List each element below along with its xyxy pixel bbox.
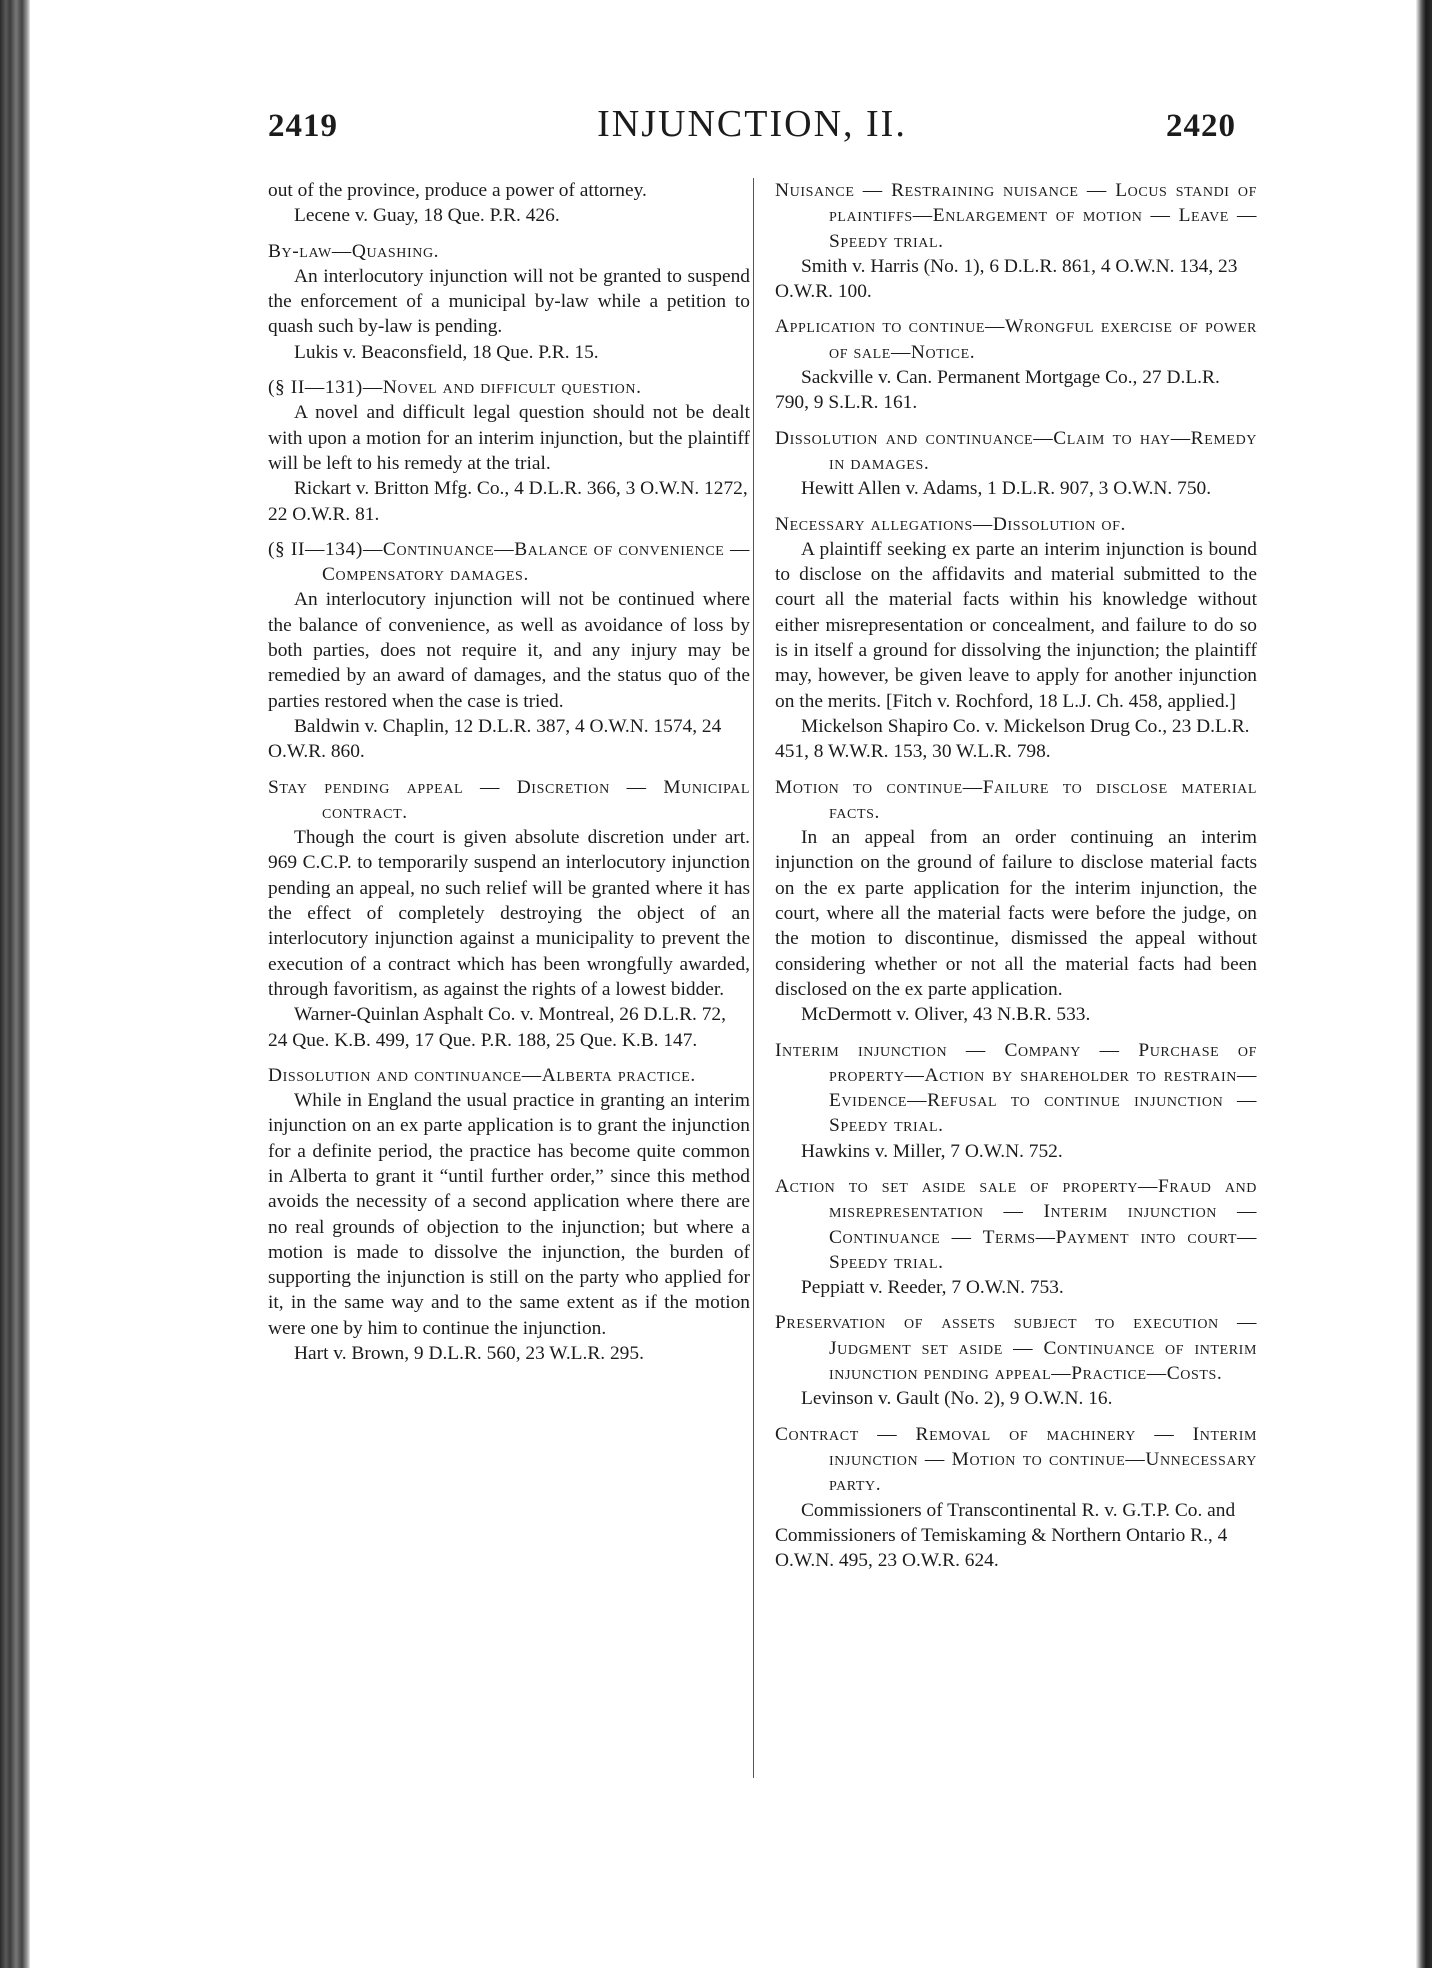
column-divider — [753, 178, 754, 1778]
paragraph: An interlocutory injunction will not be granted to suspend the enforcement of a municipal by-law while a petition to quash such by-law is pending. — [268, 265, 750, 338]
case-citation: Baldwin v. Chaplin, 12 D.L.R. 387, 4 O.W.N. 1574, 24 O.W.R. 860. — [268, 715, 722, 763]
case-citation: Warner-Quinlan Asphalt Co. v. Montreal, 26 D.L.R. 72, 24 Que. K.B. 499, 17 Que. P.R. 188, 25 Que. K.B. 147. — [268, 1004, 726, 1051]
section-heading: Dissolution and continuance—Claim to hay—Remedy in damages. — [775, 427, 1257, 474]
section-heading: Application to continue—Wrongful exercise of power of sale—Notice. — [775, 316, 1257, 363]
book-spine-left — [0, 0, 30, 1968]
section-heading: Nuisance — Restraining nuisance — Locus standi of plaintiffs—Enlargement of motion — Leave — Speedy trial. — [775, 180, 1257, 252]
case-citation: McDermott v. Oliver, 43 N.B.R. 533. — [801, 1004, 1091, 1026]
section-heading: Contract — Removal of machinery — Interim injunction — Motion to continue—Unnecessary party. — [775, 1423, 1257, 1496]
section-heading: Necessary allegations—Dissolution of. — [775, 513, 1126, 535]
paragraph: An interlocutory injunction will not be continued where the balance of convenience, as well as avoidance of loss by both parties, does not require it, and any injury may be remedied by an award of damages, and the status quo of the parties restored when the case is tried. — [268, 589, 750, 712]
book-spine-right — [1416, 0, 1432, 1968]
case-citation: Lecene v. Guay, 18 Que. P.R. 426. — [294, 205, 560, 227]
case-citation: Sackville v. Can. Permanent Mortgage Co., 27 D.L.R. 790, 9 S.L.R. 161. — [775, 367, 1220, 414]
running-title: INJUNCTION, II. — [597, 103, 907, 145]
paragraph: A novel and difficult legal question should not be dealt with upon a motion for an interim injunction, but the plaintiff will be left to his remedy at the trial. — [268, 402, 750, 474]
section-heading: By-law—Quashing. — [268, 240, 440, 262]
section-heading: Dissolution and continuance—Alberta practice. — [268, 1064, 696, 1086]
case-citation: Hart v. Brown, 9 D.L.R. 560, 23 W.L.R. 295. — [294, 1343, 644, 1365]
section-heading: Preservation of assets subject to execution — Judgment set aside — Continuance of interim injunction pending appeal—Practice—Costs. — [775, 1312, 1257, 1385]
right-column — [775, 178, 1257, 1577]
section-heading: (§ II—131)—Novel and difficult question. — [268, 377, 642, 399]
paragraph: While in England the usual practice in granting an interim injunction on an ex parte application is to grant the injunction for a definite period, the practice has become quite common in Alberta to grant it “until further order,” since this method avoids the necessity of a second application where there are no real grounds of objection to the injunction; but where a motion is made to dissolve the injunction, the burden of supporting the injunction is still on the party who applied for it, in the same way and to the same extent as if the motion were one by him to continue the injunction. — [268, 1090, 750, 1339]
paragraph: A plaintiff seeking ex parte an interim injunction is bound to disclose on the affidavits and material submitted to the court all the material facts within his knowledge without either misrepresentation or concealment, and failure to do so is in itself a ground for dissolving the injunction; the plaintiff may, however, be given leave to apply for another injunction on the merits. [Fitch v. Rochford, 18 L.J. Ch. 458, applied.] — [775, 538, 1257, 712]
section-heading: Stay pending appeal — Discretion — Municipal contract. — [268, 776, 750, 823]
case-citation: Peppiatt v. Reeder, 7 O.W.N. 753. — [801, 1277, 1064, 1299]
left-column — [268, 178, 750, 1370]
continued-text: out of the province, produce a power of attorney. — [268, 180, 647, 201]
case-citation: Mickelson Shapiro Co. v. Mickelson Drug Co., 23 D.L.R. 451, 8 W.W.R. 153, 30 W.L.R. 798. — [775, 715, 1250, 763]
section-heading: (§ II—134)—Continuance—Balance of convenience — Compensatory damages. — [268, 538, 750, 586]
left-page-number: 2419 — [268, 108, 338, 144]
paragraph: In an appeal from an order continuing an interim injunction on the ground of failure to disclose material facts on the ex parte application for the interim injunction, the court, where all the material facts were before the judge, on the motion to discontinue, dismissed the appeal without considering whether or not all the material facts had been disclosed on the ex parte application. — [775, 827, 1257, 1000]
right-page-number: 2420 — [1166, 108, 1236, 144]
case-citation: Hawkins v. Miller, 7 O.W.N. 752. — [801, 1140, 1063, 1162]
case-citation: Hewitt Allen v. Adams, 1 D.L.R. 907, 3 O.W.N. 750. — [801, 478, 1212, 500]
section-heading: Action to set aside sale of property—Fraud and misrepresentation — Interim injunction — Continuance — Terms—Payment into court—Speedy trial. — [775, 1175, 1257, 1273]
section-heading: Interim injunction — Company — Purchase of property—Action by shareholder to restrain—Evidence—Refusal to continue injunction — Speedy trial. — [775, 1039, 1257, 1137]
section-heading: Motion to continue—Failure to disclose material facts. — [775, 776, 1257, 823]
case-citation: Smith v. Harris (No. 1), 6 D.L.R. 861, 4 O.W.N. 134, 23 O.W.R. 100. — [775, 255, 1238, 303]
case-citation: Rickart v. Britton Mfg. Co., 4 D.L.R. 366, 3 O.W.N. 1272, 22 O.W.R. 81. — [268, 478, 748, 525]
case-citation: Levinson v. Gault (No. 2), 9 O.W.N. 16. — [801, 1388, 1113, 1410]
running-header — [268, 103, 1236, 158]
case-citation: Commissioners of Transcontinental R. v. G.T.P. Co. and Commissioners of Temiskaming & Northern Ontario R., 4 O.W.N. 495, 23 O.W.R. 624. — [775, 1499, 1236, 1572]
paragraph: Though the court is given absolute discretion under art. 969 C.C.P. to temporarily suspend an interlocutory injunction pending an appeal, no such relief will be granted where it has the effect of completely destroying the object of an interlocutory injunction against a municipality to prevent the execution of a contract which has been wrongfully awarded, through favoritism, as against the rights of a lowest bidder. — [268, 827, 750, 1000]
case-citation: Lukis v. Beaconsfield, 18 Que. P.R. 15. — [294, 341, 599, 363]
